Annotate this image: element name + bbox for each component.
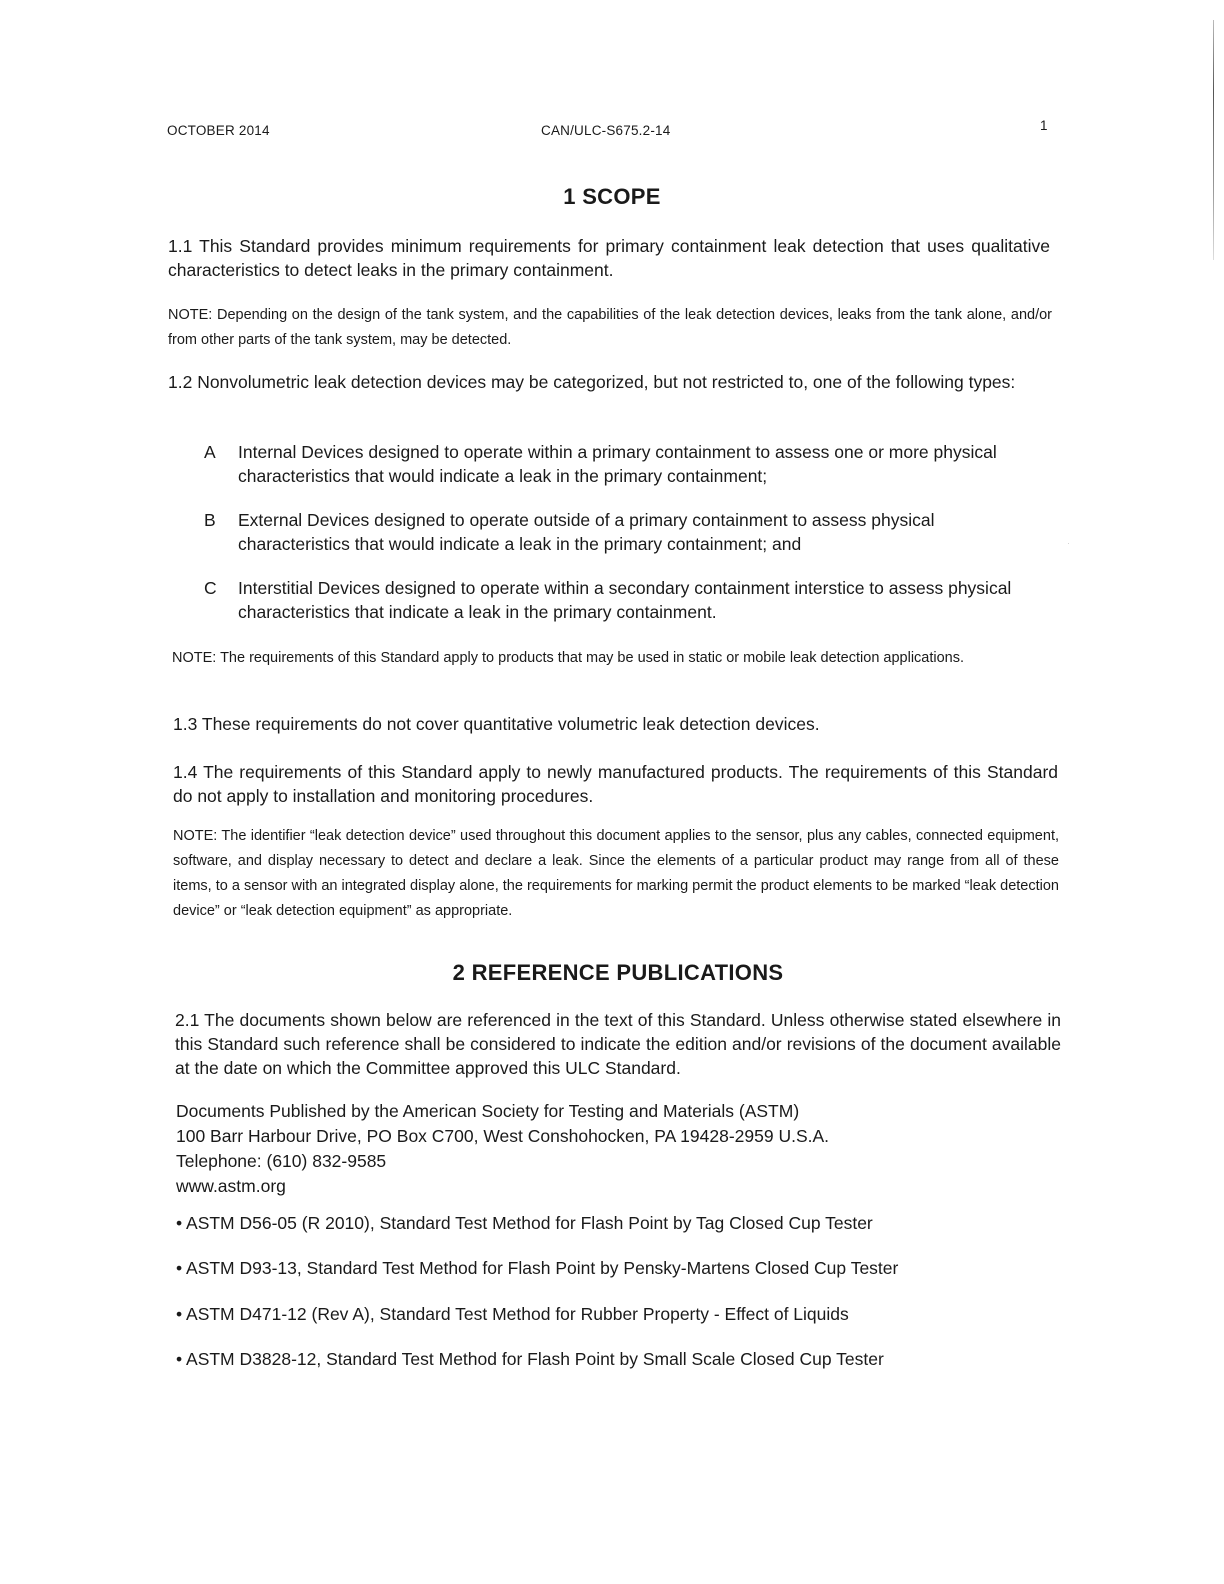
list-item-letter: A	[204, 442, 216, 462]
header-standard-id: CAN/ULC-S675.2-14	[541, 123, 671, 138]
paragraph-1-3: 1.3 These requirements do not cover quantitative volumetric leak detection devices.	[173, 714, 820, 734]
reference-item: • ASTM D471-12 (Rev A), Standard Test Method for Rubber Property - Effect of Liquids	[176, 1304, 849, 1324]
paragraph-2-1: 2.1 The documents shown below are referenced in the text of this Standard. Unless otherwise stated elsewhere in this Standard such reference shall be considered to indicate the edition and/or revisions of the document available at the date on which the Committee approved this ULC Standard.	[175, 1010, 1061, 1078]
section-2-heading: 2 REFERENCE PUBLICATIONS	[452, 960, 784, 985]
paragraph-1-2: 1.2 Nonvolumetric leak detection devices may be categorized, but not restricted to, one of the following types:	[168, 372, 1016, 392]
scan-edge-mark	[1213, 20, 1214, 260]
section-1-heading: 1 SCOPE	[563, 184, 661, 209]
reference-item: • ASTM D56-05 (R 2010), Standard Test Method for Flash Point by Tag Closed Cup Tester	[176, 1213, 873, 1233]
note-2: NOTE: The requirements of this Standard apply to products that may be used in static or mobile leak detection applications.	[172, 650, 965, 666]
list-item-letter: B	[204, 510, 216, 530]
page-number: 1	[1040, 118, 1048, 133]
publisher-address-block	[176, 1099, 829, 1199]
list-item-letter: C	[204, 578, 217, 598]
scan-speck: ·	[1068, 541, 1070, 546]
paragraph-1-4: 1.4 The requirements of this Standard apply to newly manufactured products. The requirements of this Standard do not apply to installation and monitoring procedures.	[173, 762, 1058, 806]
publisher-website: www.astm.org	[176, 1176, 286, 1196]
list-item-text: Internal Devices designed to operate within a primary containment to assess one or more physical characteristics that would indicate a leak in the primary containment;	[238, 442, 997, 486]
reference-item: • ASTM D3828-12, Standard Test Method for Flash Point by Small Scale Closed Cup Tester	[176, 1349, 884, 1369]
header-date: OCTOBER 2014	[167, 123, 270, 138]
publisher-street: 100 Barr Harbour Drive, PO Box C700, West Conshohocken, PA 19428-2959 U.S.A.	[176, 1126, 830, 1146]
note-3: NOTE: The identifier “leak detection device” used throughout this document applies to the sensor, plus any cables, connected equipment, software, and display necessary to detect and declare a leak. Since the elements of a particular product may range from all of these items, to a sensor with an integrated display alone, the requirements for marking permit the product elements to be marked “leak detection device” or “leak detection equipment” as appropriate.	[173, 828, 1059, 919]
paragraph-1-1: 1.1 This Standard provides minimum requirements for primary containment leak detection that uses qualitative characteristics to detect leaks in the primary containment.	[168, 236, 1050, 280]
list-item-text: Interstitial Devices designed to operate within a secondary containment interstice to assess physical characteristics that indicate a leak in the primary containment.	[238, 578, 1012, 622]
reference-item: • ASTM D93-13, Standard Test Method for Flash Point by Pensky-Martens Closed Cup Tester	[176, 1258, 899, 1278]
note-1: NOTE: Depending on the design of the tank system, and the capabilities of the leak detection devices, leaks from the tank alone, and/or from other parts of the tank system, may be detected.	[168, 307, 1052, 348]
publisher-name: Documents Published by the American Society for Testing and Materials (ASTM)	[176, 1101, 800, 1121]
publisher-telephone: Telephone: (610) 832-9585	[176, 1151, 387, 1171]
list-item-text: External Devices designed to operate outside of a primary containment to assess physical characteristics that would indicate a leak in the primary containment; and	[238, 510, 935, 554]
